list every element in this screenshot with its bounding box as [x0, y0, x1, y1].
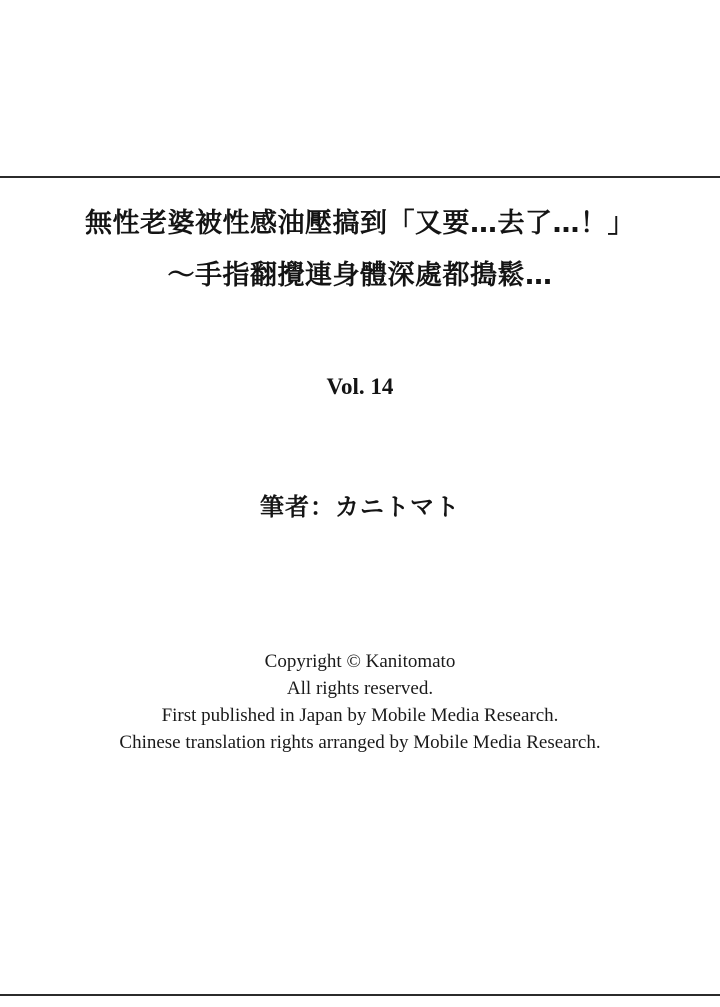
title-line-1: 無性老婆被性感油壓搞到「又要…去了…！」: [85, 208, 635, 239]
author-label: 筆者：カニトマト: [260, 493, 460, 521]
title-line-2: ～手指翻攪連身體深處都搗鬆…: [167, 260, 553, 291]
copyright-line-3: First published in Japan by Mobile Media Research.: [161, 705, 559, 726]
title-block: [0, 198, 720, 302]
copyright-line-4: Chinese translation rights arranged by Mobile Media Research.: [119, 732, 601, 753]
top-divider: [0, 176, 720, 178]
bottom-divider: [0, 994, 720, 996]
copyright-line-1: Copyright © Kanitomato: [264, 651, 456, 672]
copyright-block: [0, 648, 720, 756]
volume-label: Vol. 14: [326, 374, 394, 399]
copyright-line-2: All rights reserved.: [286, 678, 434, 699]
